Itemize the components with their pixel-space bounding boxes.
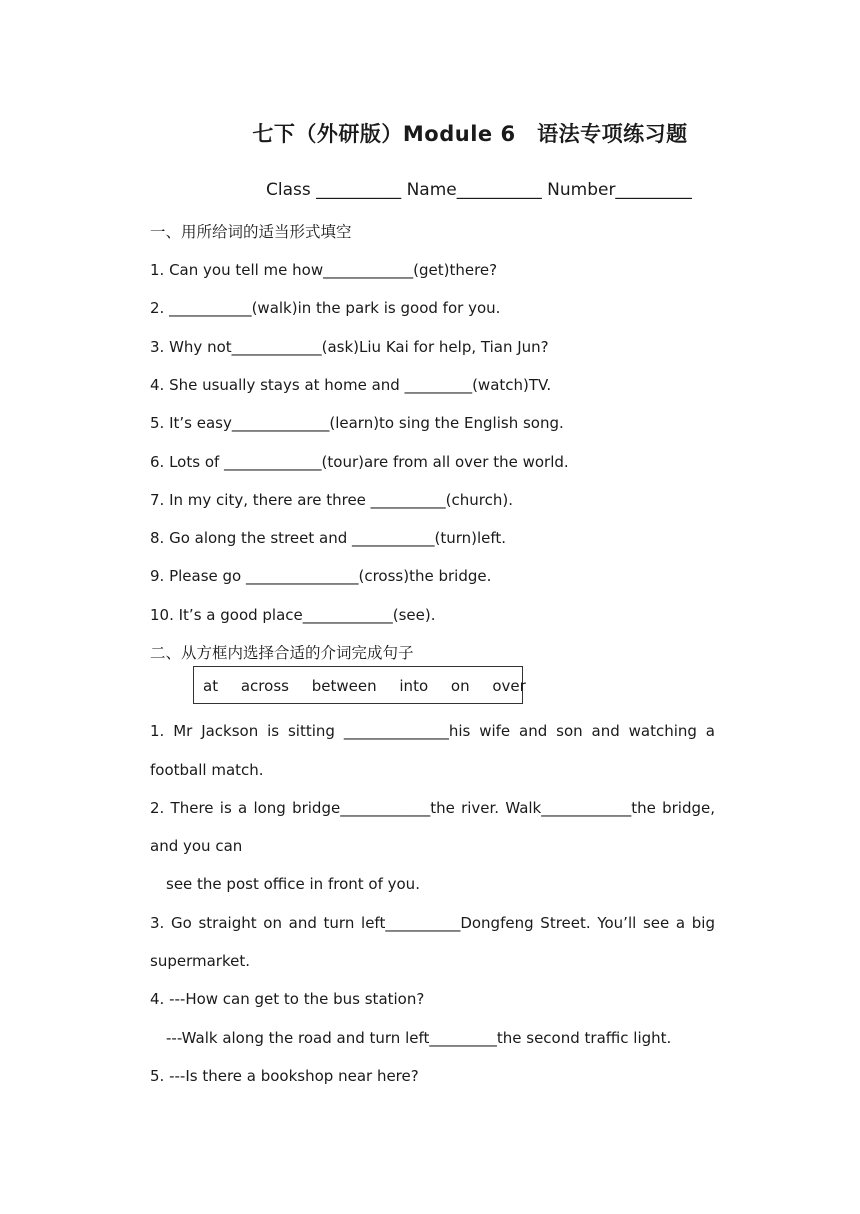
question-4-line-2: ---Walk along the road and turn left_________the second traffic light. (166, 1029, 672, 1047)
question-2-line-2: and you can (150, 837, 243, 855)
exercise-item-2: 2. ___________(walk)in the park is good for you. (150, 299, 501, 317)
word-bank-word: across (240, 677, 289, 695)
exercise-item-8: 8. Go along the street and ___________(turn)left. (150, 529, 507, 547)
question-1-line-2: football match. (150, 761, 264, 779)
section-2-heading: 二、从方框内选择合适的介词完成句子 (150, 644, 414, 662)
exercise-item-7: 7. In my city, there are three __________(church). (150, 491, 513, 509)
exercise-item-9: 9. Please go _______________(cross)the bridge. (150, 567, 492, 585)
exercise-item-6: 6. Lots of _____________(tour)are from all over the world. (150, 453, 569, 471)
word-bank-box (193, 666, 526, 704)
word-bank-word: into (399, 677, 429, 695)
question-1-line-1: 1. Mr Jackson is sitting ______________his wife and son and watching a (150, 722, 715, 740)
student-info-line: Class __________ Name__________ Number_________ (266, 180, 692, 200)
word-bank-word: on (450, 677, 470, 695)
word-bank-word: at (203, 677, 219, 695)
word-bank-word: over (492, 677, 526, 695)
question-3-line-2: supermarket. (150, 952, 250, 970)
exercise-item-1: 1. Can you tell me how____________(get)there? (150, 261, 498, 279)
exercise-item-10: 10. It’s a good place____________(see). (150, 606, 436, 624)
question-3-line-1: 3. Go straight on and turn left__________Dongfeng Street. You’ll see a big (150, 914, 715, 932)
word-bank-word: between (311, 677, 377, 695)
question-5-line-1: 5. ---Is there a bookshop near here? (150, 1067, 419, 1085)
section-1-heading: 一、用所给词的适当形式填空 (150, 223, 352, 241)
question-2-line-1: 2. There is a long bridge____________the river. Walk____________the bridge, (150, 799, 715, 817)
exercise-item-4: 4. She usually stays at home and _________(watch)TV. (150, 376, 552, 394)
exercise-item-5: 5. It’s easy_____________(learn)to sing the English song. (150, 414, 564, 432)
page-title: 七下（外研版）Module 6 语法专项练习题 (252, 122, 688, 146)
question-4-line-1: 4. ---How can get to the bus station? (150, 990, 425, 1008)
exercise-item-3: 3. Why not____________(ask)Liu Kai for help, Tian Jun? (150, 338, 549, 356)
question-2-line-3: see the post office in front of you. (166, 875, 420, 893)
